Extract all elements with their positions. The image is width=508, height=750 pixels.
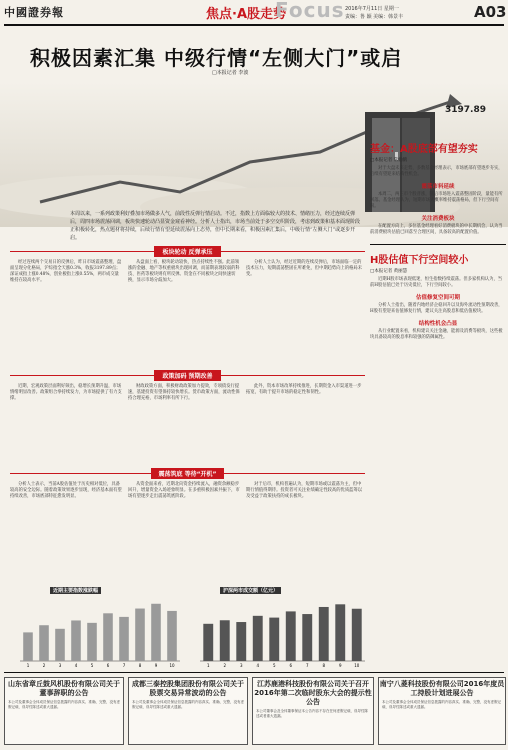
right-chart-tick-label: 3 [239,663,243,668]
body-paragraph: 经过连续两个交易日的反弹后，昨日市场震荡整理，盘面呈现分化格局，沪综指全天涨0.3%，收报3197.89点；深证成指上涨0.48%，创业板指上涨0.55%，两市成交量维持在较高水平。 [10,260,122,283]
ad-title: 成都三泰控股集团股份有限公司关于股票交易异常波动的公告 [132,680,244,697]
ad-notice-4 [378,677,506,745]
banner-bottom-label: 震荡筑底 等待“开机” [151,468,225,479]
ad-rule [4,672,504,673]
right-paragraph: 从行业配置来看，机构建议关注金融、能源及消费等板块，这些板块具备较高的股息率和较强的防御属性。 [370,329,503,340]
ad-notice-2 [128,677,248,745]
right-chart-bar [352,609,362,661]
ad-title: 南宁八菱科技股份有限公司2016年度员工持股计划进展公告 [379,680,505,697]
ad-body: 本公司及董事会全体成员保证信息披露的内容真实、准确、完整，没有虚假记载、误导性陈述或重大遗漏。 [382,700,501,709]
right-chart-tick-label: 7 [305,663,309,668]
main-byline: □本报记者 李波 [212,70,249,76]
right-byline-1: □本报记者 常仙鹤 [370,158,408,163]
chart-title-right: 沪深两市成交额（亿元） [220,587,281,594]
chart-title-left: 近期主要指数涨跌幅 [50,587,101,594]
left-chart-bar [167,611,177,661]
banner-policy-label: 政策加码 预期改善 [154,370,220,381]
right-chart-tick-label: 2 [223,663,227,668]
right-divider [370,244,506,245]
body-paragraph: 近期，宏观政策层面利好频出，稳增长预期升温，市场情绪明显改善。政策组合拳持续发力，为市场提供了有力支撑。 [10,384,122,401]
left-chart-tick-label: 9 [154,663,158,668]
right-chart-bar [335,604,345,661]
body-paragraph: 分析人士表示，当前A股估值处于历史相对低位，具备较高的安全边际。随着政策效果逐步显现，经济基本面有望持续改善，市场底部特征愈发明显。 [10,482,122,499]
column-1 [10,260,122,286]
right-chart-tick-label: 9 [338,663,342,668]
left-chart-tick-label: 8 [138,663,142,668]
header-date: 2016年7月11日 星期一 [345,6,399,12]
right-chart-bar [302,614,312,661]
body-paragraph: 分析人士认为，经过近期的连续反弹后，市场面临一定的技术压力，短期震荡整固在所难免，但中期趋势向上的格局未变。 [246,260,363,277]
banner-policy [10,370,365,381]
ad-notice-1 [4,677,124,745]
right-subhead: 估值修复空间可期 [415,295,460,301]
left-chart-bar [119,617,129,661]
body-paragraph: 从盘面上看，板块轮动较快，热点持续性不强。此前领涨的金融、地产等权重板块出现回调，而前期表现较弱的科技、医药等板块则有所反弹。资金在不同板块之间快速切换，显示市场分歧加大。 [128,260,240,283]
right-paragraph: 近期H股市场表现低迷，恒生指数持续震荡。但多家机构认为，当前H股估值已处于历史低位，下行空间较小。 [370,277,503,288]
right-chart-tick-label: 6 [289,663,293,668]
right-subhead: 结构性机会凸显 [418,321,458,327]
left-chart-bar [151,604,161,661]
ad-title: 山东省章丘鼓风机股份有限公司关于董事辞职的公告 [8,680,120,697]
right-headline-2: H股估值下行空间较小 [370,255,469,266]
right-chart-bar [253,616,263,661]
left-chart-tick-label: 10 [169,663,175,668]
column-6 [246,384,364,398]
body-paragraph: 财政政策方面，积极财政政策加力提效，专项债发行提速，基建投资有望保持较快增长。货币政策方面，流动性保持合理充裕，市场利率有所下行。 [128,384,240,401]
left-chart-tick-label: 6 [106,663,110,668]
banner-rotation [10,246,365,257]
banner-rotation-label: 板块轮动 反弹承压 [154,246,220,257]
left-chart-tick-label: 3 [58,663,62,668]
focus-word: Focus [275,0,345,22]
body-paragraph: 对于后市，机构普遍认为，短期市场或以震荡为主，但中期行情值得期待。投资者可关注业绩确定性较高的优质蓝筹以及受益于政策扶持的成长板块。 [246,482,363,499]
bar-charts [10,595,370,671]
left-chart-tick-label: 7 [122,663,126,668]
lead-paragraph: 本周以来，一系列政策利好叠加市场做多人气，前段性反弹行情启动。不过，指数上方面临较大的技术、情绪压力，经过连续反弹后，周四市场震荡回调，板块快速轮动凸显资金窥看神经。分析人士指出，市场当前处于多空交织阶段，考虑到政策和基本面现阶段正积极转化，热点题材将持续，后续行情有望延续震荡向上态势，但中长期来看，积极因素汇集后，中级行情“左侧大门”或逐步开启。 [70,211,361,241]
column-7 [10,482,122,502]
ad-body: 本公司董事会及全体董事保证本公告内容不存在任何虚假记载、误导性陈述或者重大遗漏。 [256,709,368,718]
right-chart-bar [236,622,246,661]
left-chart-bar [55,629,65,661]
banner-bottom [10,468,365,479]
column-9 [246,482,364,502]
left-chart-tick-label: 2 [42,663,46,668]
ad-body: 本公司及董事会全体成员保证信息披露的内容真实、准确、完整，没有虚假记载、误导性陈述或重大遗漏。 [8,700,120,709]
masthead: 中國證券報 [4,6,64,19]
header-editors: 责编：鲁 颖 美编：韩景丰 [345,14,404,20]
page-number: A03 [474,3,507,21]
left-chart-bar [135,609,145,661]
right-chart-bar [269,618,279,661]
right-chart-bar [286,611,296,661]
right-paragraph: 分析人士指出，随着内地经济企稳回升以及海外流动性预期改善，H股有望迎来估值修复行情，建议关注高股息和低估值板块。 [370,303,503,314]
section-title: 焦点·A股走势 [206,7,286,22]
top-rule [4,24,504,26]
column-4 [10,384,122,404]
left-chart-tick-label: 5 [90,663,94,668]
left-chart-bar [103,613,113,661]
column-3 [246,260,364,280]
left-chart-bar [87,623,97,661]
right-chart-bar [319,607,329,661]
index-value: 3197.89 [445,105,486,115]
left-chart-bar [23,632,33,661]
right-chart-tick-label: 8 [322,663,326,668]
main-headline: 积极因素汇集 中级行情“左侧大门”或启 [30,46,403,70]
right-chart-tick-label: 1 [206,663,210,668]
right-byline-2: □本报记者 黄丽慧 [370,269,408,274]
body-paragraph: 从资金面来看，近期北向资金持续流入，融资余额稳步回升，增量资金入场迹象明显。在多重积极因素共振下，市场有望逐步走出震荡筑底阶段。 [128,482,240,499]
right-column [370,140,506,343]
left-chart-bar [39,625,49,661]
right-subhead: 关注消费板块 [421,216,455,222]
left-chart-bar [71,620,81,661]
right-paragraph: 本周二，两三市个股普涨，随后市场进入震荡整固阶段，量能有所回落。基金经理认为，短期市场大概率维持震荡格局，但下行空间有限。 [370,192,503,209]
ad-title: 江苏鹿港科技股份有限公司关于召开2016年第二次临时股东大会的提示性公告 [254,680,372,706]
right-chart-bar [203,624,213,661]
right-subhead: 震荡市料延续 [421,184,455,190]
column-8 [128,482,240,502]
body-paragraph: 此外，资本市场改革持续推进，长期资金入市渠道进一步拓宽，有助于提升市场的稳定性和韧性。 [246,384,362,395]
ad-body: 本公司及董事会全体成员保证信息披露的内容真实、准确、完整，没有虚假记载、误导性陈述或重大遗漏。 [132,700,244,709]
left-chart-tick-label: 4 [74,663,78,668]
left-chart-tick-label: 1 [26,663,30,668]
right-chart-tick-label: 5 [272,663,276,668]
column-2 [128,260,240,286]
chart-area [10,587,370,671]
ad-notice-3 [252,677,374,745]
right-chart-tick-label: 10 [354,663,360,668]
column-5 [128,384,240,404]
right-headline-1: 基金：A股底部有望夯实 [370,144,478,155]
right-chart-tick-label: 4 [256,663,260,668]
right-paragraph: 在配置方向上，多位基金经理看好消费板块的中长期机会，认为当前消费板块估值已回落至合理区间，具备较高的配置价值。 [370,224,503,235]
right-paragraph: 对于大盘未来走势，多数基金经理表示，市场底部有望逐步夯实，后续有望迎来结构性机会。 [370,166,503,177]
right-chart-bar [220,620,230,661]
